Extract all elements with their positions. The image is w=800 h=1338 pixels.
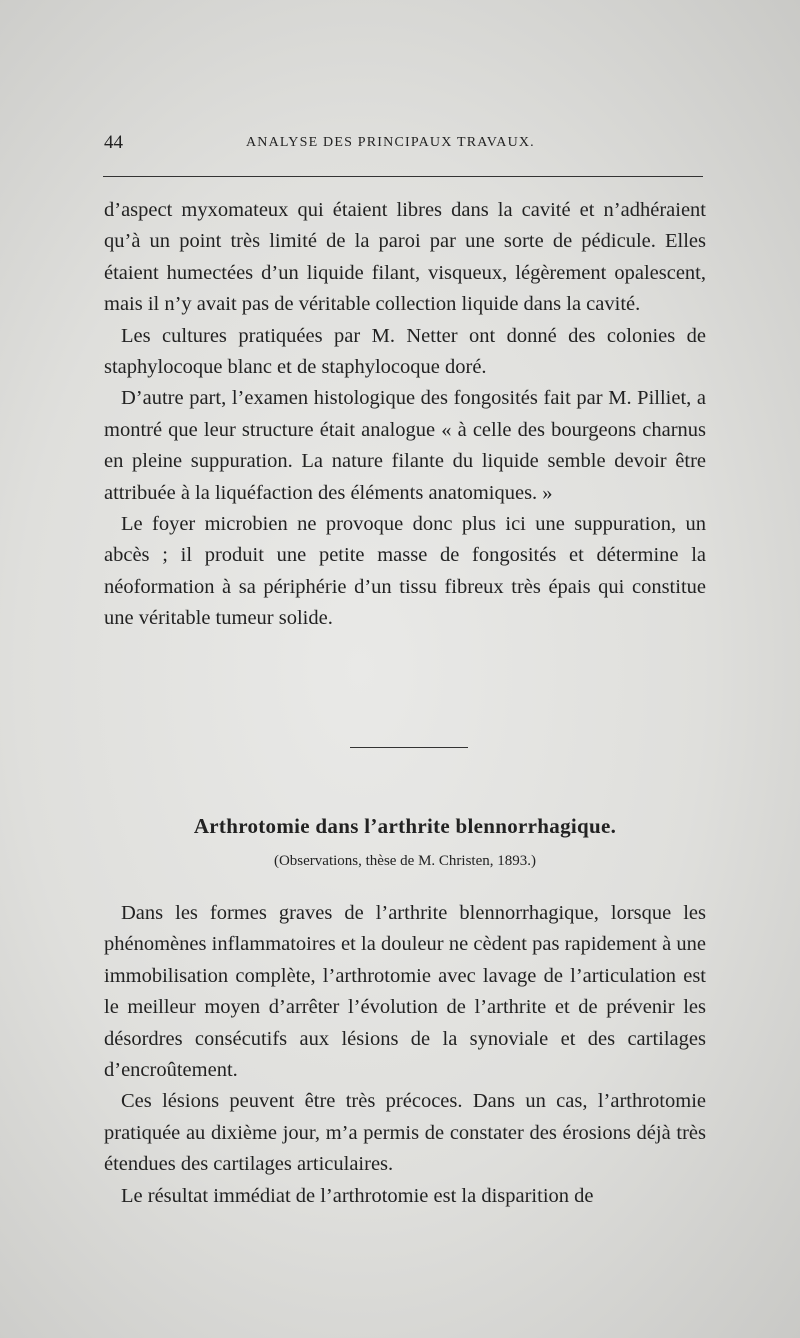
header-rule	[103, 176, 703, 177]
paragraph-continuation: d’aspect myxomateux qui étaient libres dans la cavité et n’adhéraient qu’à un point très limité de la paroi par une sorte de pédicule. Elles étaient humectées d’un liquide filant, visqueux, légèrement opalescent, mais il n’y avait pas de véritable collection liquide dans la cavité.	[104, 199, 706, 316]
paragraph-severe-forms: Dans les formes graves de l’arthrite blennorrhagique, lorsque les phénomènes inflammatoires et la douleur ne cèdent pas rapidement à une immobilisation complète, l’arthrotomie avec lavage de l’articulation est le meilleur moyen d’arrêter l’évolution de l’arthrite et de prévenir les désordres consécutifs aux lésions de la synoviale et des cartilages d’encroûtement.	[104, 902, 706, 1082]
page-header	[104, 132, 704, 154]
section-separator	[350, 747, 468, 748]
paragraph-immediate-result: Le résultat immédiat de l’arthrotomie est la disparition de	[121, 1184, 594, 1207]
paragraph-early-lesions: Ces lésions peuvent être très précoces. Dans un cas, l’arthrotomie pratiquée au dixième jour, m’a permis de constater des érosions déjà très étendues des cartilages articulaires.	[104, 1090, 706, 1176]
body-text-lower	[104, 898, 706, 1212]
section-title: Arthrotomie dans l’arthrite blennorrhagique.	[193, 814, 617, 838]
body-text-upper	[104, 195, 706, 635]
running-title: ANALYSE DES PRINCIPAUX TRAVAUX.	[246, 135, 535, 150]
paragraph-cultures: Les cultures pratiquées par M. Netter ont donné des colonies de staphylocoque blanc et de staphylocoque doré.	[104, 324, 706, 379]
page-number: 44	[104, 132, 123, 153]
paragraph-histology: D’autre part, l’examen histologique des fongosités fait par M. Pilliet, a montré que leur structure était analogue « à celle des bourgeons charnus en pleine suppuration. La nature filante du liquide semble devoir être attribuée à la liquéfaction des éléments anatomiques. »	[104, 387, 706, 504]
paragraph-microbial-focus: Le foyer microbien ne provoque donc plus ici une suppuration, un abcès ; il produit une petite masse de fongosités et détermine la néoformation à sa périphérie d’un tissu fibreux très épais qui constitue une véritable tumeur solide.	[104, 513, 706, 630]
section-source: (Observations, thèse de M. Christen, 1893.)	[273, 853, 537, 869]
